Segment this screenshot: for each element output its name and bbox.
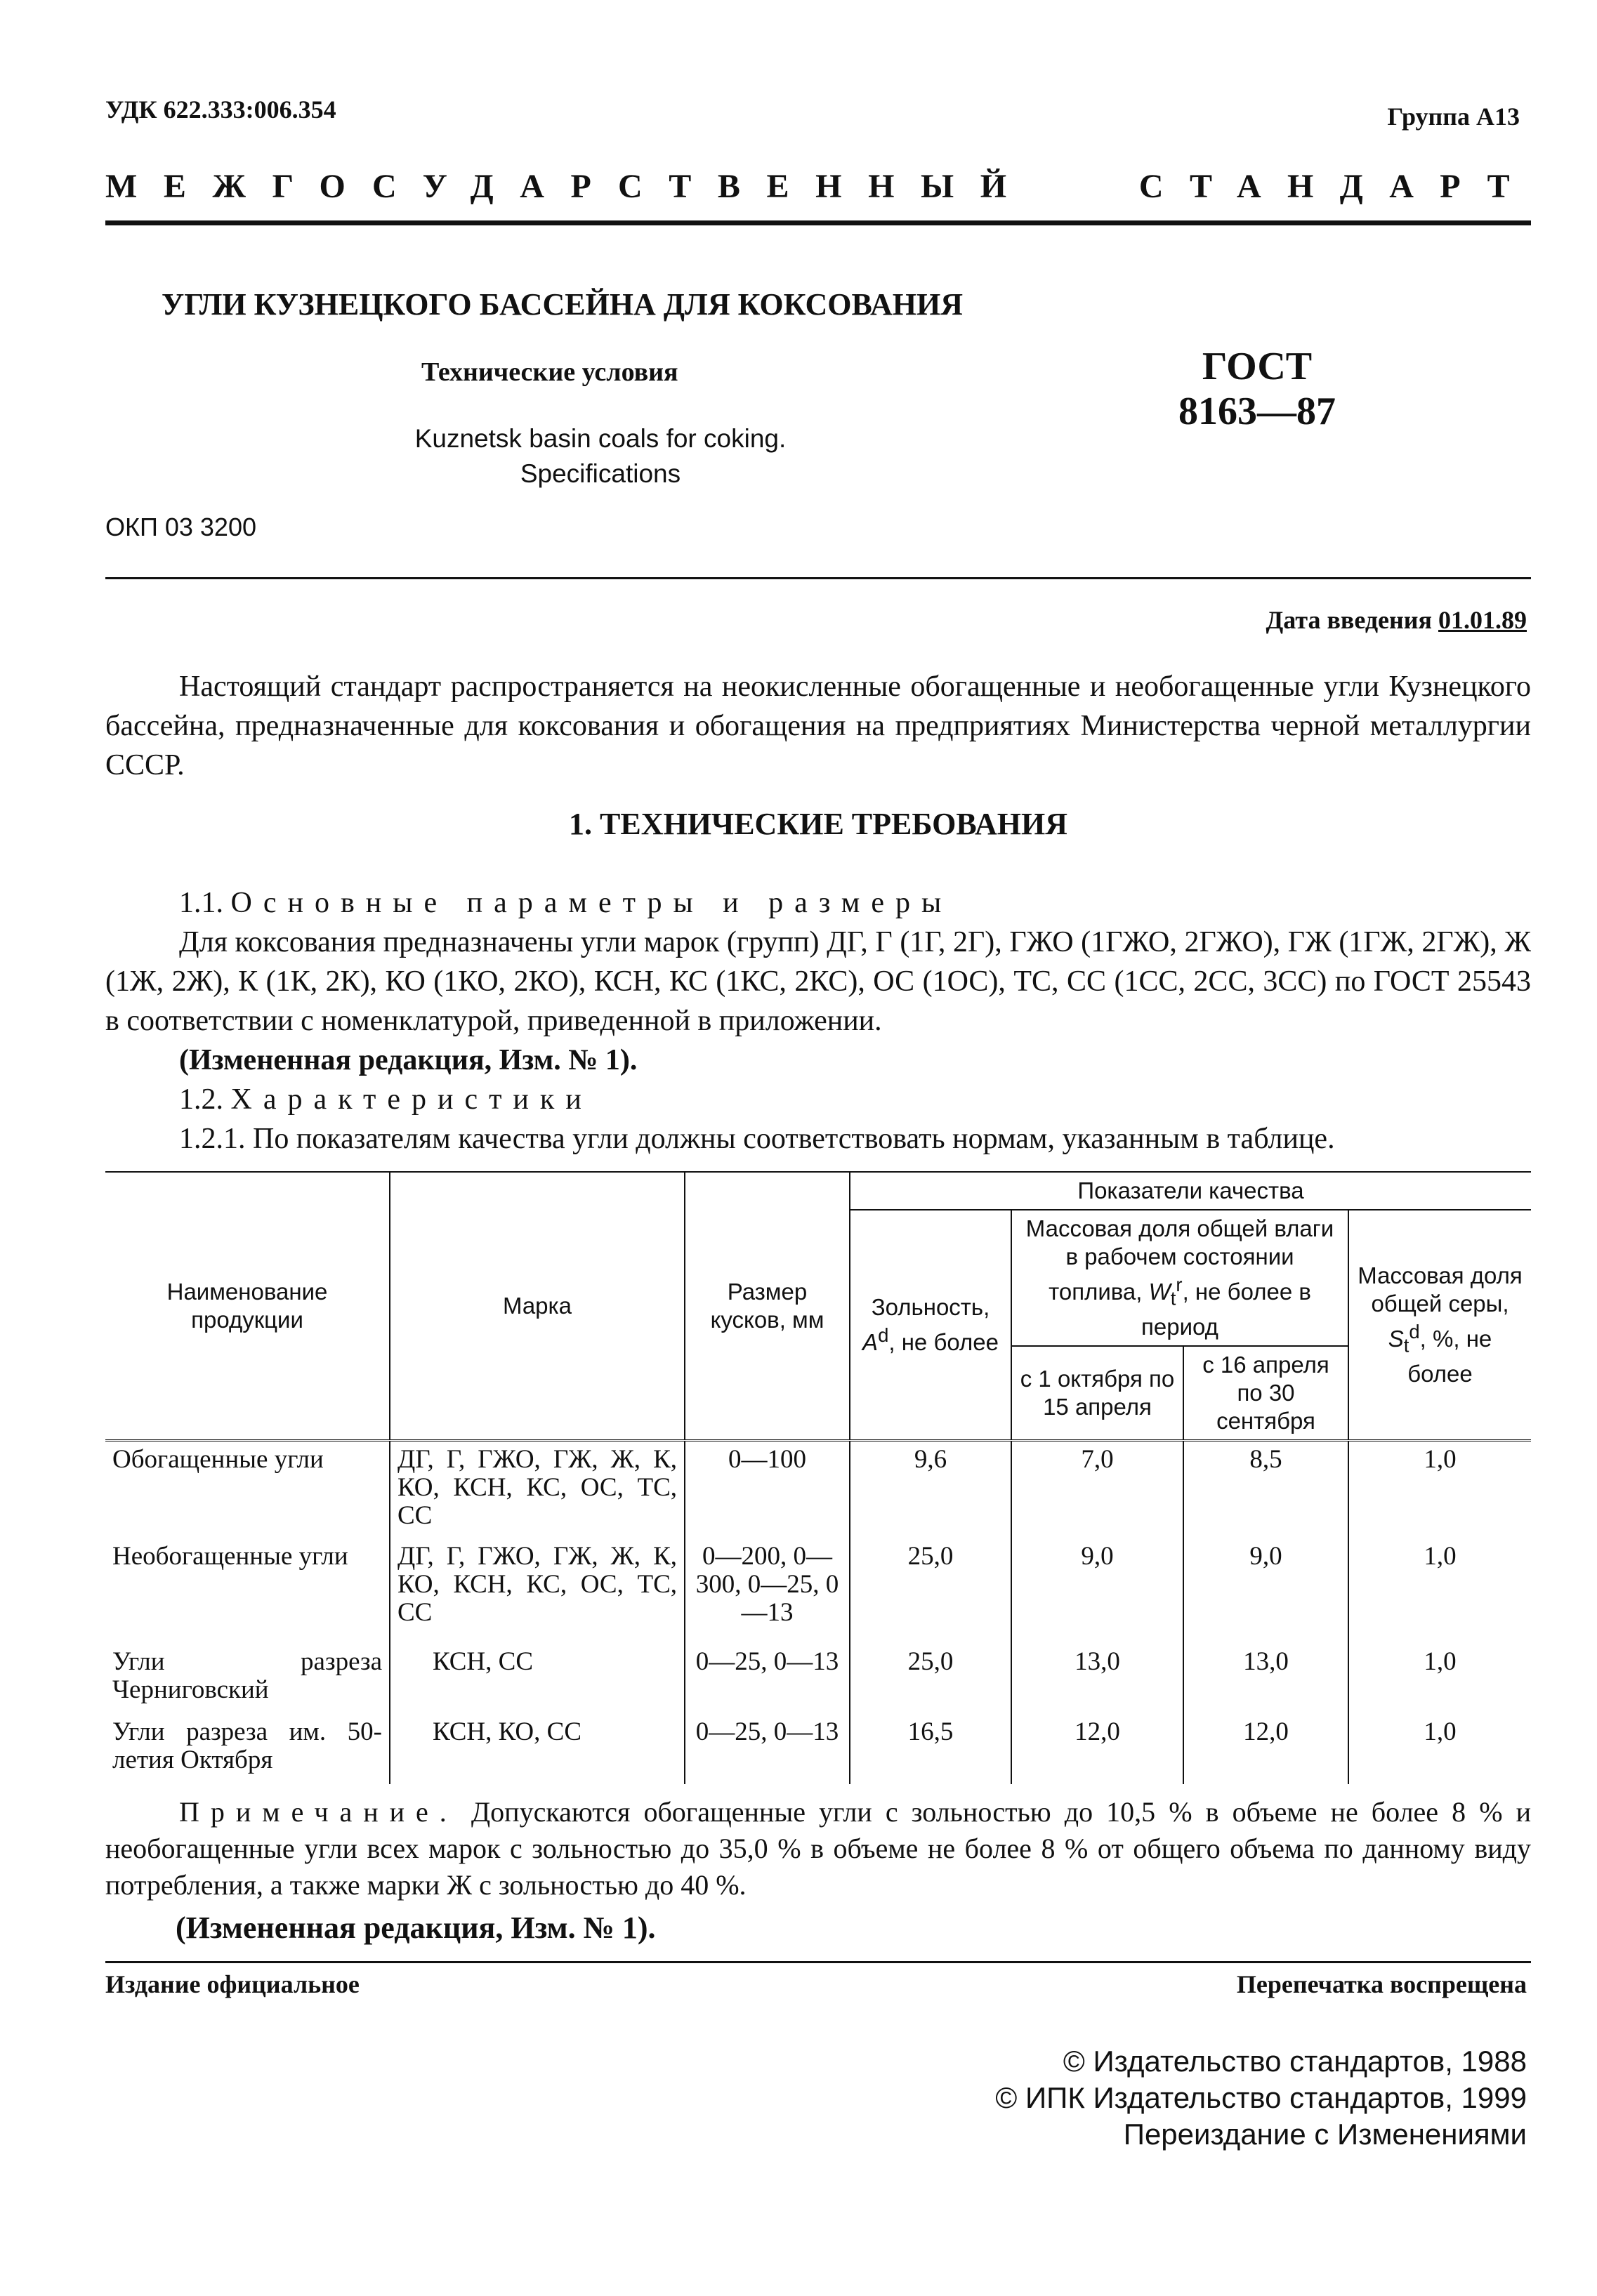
cell-sulfur: 1,0: [1348, 1538, 1531, 1644]
gost-label: ГОСТ: [1202, 345, 1313, 388]
cell-ash: 25,0: [850, 1644, 1011, 1714]
clause-1-2-1: 1.2.1. По показателям качества угли должны соответствовать нормам, указанным в таблице.: [179, 1123, 1335, 1155]
th-product-name: Наименование продукции: [105, 1172, 390, 1440]
cell-mark: КСН, КО, СС: [390, 1714, 685, 1784]
note-text: Допускаются обогащенные угли с зольностью до 10,5 % в объеме не более 8 % и необогащенные угли всех марок с зольностью до 35,0 % в объеме не более 8 % от общего объема по данному виду потребления, а также марки Ж с зольностью до 40 %.: [105, 1796, 1531, 1901]
intro-paragraph: Настоящий стандарт распространяется на неокисленные обогащенные и необогащенные угли Кузнецкого бассейна, предназначенные для коксования и обогащения на предприятиях Министерства черной металлургии СССР.: [105, 671, 1531, 781]
gost-number: 8163—87: [1178, 390, 1336, 433]
th-ash-symbol: A: [862, 1328, 879, 1355]
cell-moisture-2: 12,0: [1183, 1714, 1348, 1784]
clause-1-2-number: 1.2.: [179, 1083, 223, 1116]
cell-sulfur: 1,0: [1348, 1714, 1531, 1784]
cell-name: Угли разреза им. 50-летия Октября: [112, 1717, 382, 1775]
th-sulfur-post: , %, не более: [1407, 1326, 1492, 1387]
cell-size: 0—25, 0—13: [685, 1714, 850, 1784]
table-note: [105, 1794, 1531, 1904]
table-row: [105, 1538, 1531, 1644]
th-quality: Показатели качества: [850, 1172, 1531, 1210]
th-ash-sup: d: [878, 1324, 889, 1346]
cell-moisture-2: 9,0: [1183, 1538, 1348, 1644]
th-sulfur-sub: t: [1403, 1334, 1409, 1357]
udk-code: УДК 622.333:006.354: [105, 95, 336, 124]
okp-code: ОКП 03 3200: [105, 513, 256, 541]
th-moisture-symbol: W: [1148, 1279, 1171, 1305]
clause-1-1-text: Для коксования предназначены угли марок (групп) ДГ, Г (1Г, 2Г), ГЖО (1ГЖО, 2ГЖО), ГЖ (1ГЖ, 2ГЖ), Ж (1Ж, 2Ж), К (1К, 2К), КО (1КО, 2КО), КСН, КС (1КС, 2КС), ОС (1ОС), ТС, СС (1СС, 2СС, 3СС) по ГОСТ 25543 в соответствии с номенклатурой, приведенной в приложении.: [105, 926, 1531, 1037]
official-edition: Издание официальное: [105, 1970, 360, 1998]
cell-name: Необогащенные угли: [112, 1542, 348, 1571]
reprint-prohibited: Перепечатка воспрещена: [1236, 1970, 1527, 1998]
th-sulfur-pre: Массовая доля общей серы,: [1358, 1262, 1523, 1317]
th-ash-tail: , не более: [888, 1328, 999, 1355]
banner-word-standard: СТАНДАРТ: [1138, 168, 1536, 205]
english-title-line1: Kuznetsk basin coals for coking.: [414, 424, 787, 453]
cell-moisture-1: 13,0: [1011, 1644, 1183, 1714]
cell-ash: 16,5: [850, 1714, 1011, 1784]
clause-1-2-title: Характеристики: [230, 1083, 593, 1116]
title-rule: [105, 577, 1531, 579]
th-sulfur-sup: d: [1409, 1321, 1420, 1342]
th-sulfur: [1348, 1210, 1531, 1440]
cell-moisture-1: 12,0: [1011, 1714, 1183, 1784]
clause-1-1: [105, 883, 1531, 923]
english-title: [295, 421, 906, 491]
gost-designation: [1152, 344, 1362, 434]
th-moisture: [1011, 1210, 1348, 1346]
copyright-1999: © ИПК Издательство стандартов, 1999: [995, 2081, 1527, 2114]
quality-table: [105, 1171, 1531, 1784]
th-moisture-sub: t: [1170, 1287, 1176, 1309]
document-subtitle: Технические условия: [421, 357, 678, 387]
cell-ash: 9,6: [850, 1440, 1011, 1538]
table-row: [105, 1644, 1531, 1714]
header-rule: [105, 220, 1531, 225]
th-period-1: с 1 октября по 15 апреля: [1011, 1346, 1183, 1441]
cell-moisture-1: 9,0: [1011, 1538, 1183, 1644]
clause-1-1-title: Основные параметры и размеры: [230, 887, 953, 919]
english-title-line2: Specifications: [520, 459, 681, 488]
cell-size: 0—100: [685, 1440, 850, 1538]
clause-1-1-number: 1.1.: [179, 887, 223, 919]
cell-size: 0—25, 0—13: [685, 1644, 850, 1714]
intro-date: [1266, 605, 1527, 635]
clause-1-2: [105, 1080, 1531, 1119]
th-mark: Марка: [390, 1172, 685, 1440]
cell-mark: ДГ, Г, ГЖО, ГЖ, Ж, К, КО, КСН, КС, ОС, ТС, СС: [390, 1538, 685, 1644]
cell-name: Угли разреза Черниговский: [112, 1647, 382, 1705]
amendment-note-1: (Измененная редакция, Изм. № 1).: [179, 1044, 638, 1076]
th-moisture-sup: r: [1176, 1274, 1183, 1295]
th-period-2: с 16 апреля по 30 сентября: [1183, 1346, 1348, 1441]
intro-date-value: 01.01.89: [1438, 606, 1527, 634]
cell-mark: КСН, СС: [390, 1644, 685, 1714]
cell-sulfur: 1,0: [1348, 1440, 1531, 1538]
cell-moisture-2: 13,0: [1183, 1644, 1348, 1714]
document-title: УГЛИ КУЗНЕЦКОГО БАССЕЙНА ДЛЯ КОКСОВАНИЯ: [162, 287, 964, 322]
footer-rule: [105, 1961, 1531, 1963]
th-moisture-post: , не более в период: [1141, 1279, 1311, 1340]
reissue-note: Переиздание с Изменениями: [1123, 2118, 1527, 2151]
th-sulfur-symbol: S: [1388, 1326, 1404, 1352]
intro-date-label: Дата введения: [1266, 606, 1432, 634]
section-heading: 1. ТЕХНИЧЕСКИЕ ТРЕБОВАНИЯ: [569, 807, 1067, 841]
cell-ash: 25,0: [850, 1538, 1011, 1644]
amendment-note-2: (Измененная редакция, Изм. № 1).: [176, 1911, 656, 1945]
section-1-body: [105, 883, 1531, 1159]
group-code: Группа А13: [1387, 103, 1520, 131]
cell-name: Обогащенные угли: [112, 1444, 324, 1474]
cell-sulfur: 1,0: [1348, 1644, 1531, 1714]
copyright-block: [995, 2043, 1527, 2153]
th-ash-main: Зольность,: [871, 1293, 990, 1320]
cell-moisture-2: 8,5: [1183, 1440, 1348, 1538]
note-label: Примечание.: [179, 1796, 458, 1828]
copyright-1988: © Издательство стандартов, 1988: [1063, 2045, 1527, 2078]
table-row: [105, 1714, 1531, 1784]
cell-mark: ДГ, Г, ГЖО, ГЖ, Ж, К, КО, КСН, КС, ОС, ТС, СС: [390, 1440, 685, 1538]
th-moisture-pre: Массовая доля общей влаги в рабочем состоянии топлива,: [1025, 1215, 1334, 1305]
banner-word-interstate: МЕЖГОСУДАРСТВЕННЫЙ: [105, 168, 1033, 205]
standard-banner: [105, 167, 1536, 206]
th-size: Размер кусков, мм: [685, 1172, 850, 1440]
table-row: [105, 1440, 1531, 1538]
cell-size: 0—200, 0—300, 0—25, 0—13: [685, 1538, 850, 1644]
th-ash: [850, 1210, 1011, 1440]
cell-moisture-1: 7,0: [1011, 1440, 1183, 1538]
